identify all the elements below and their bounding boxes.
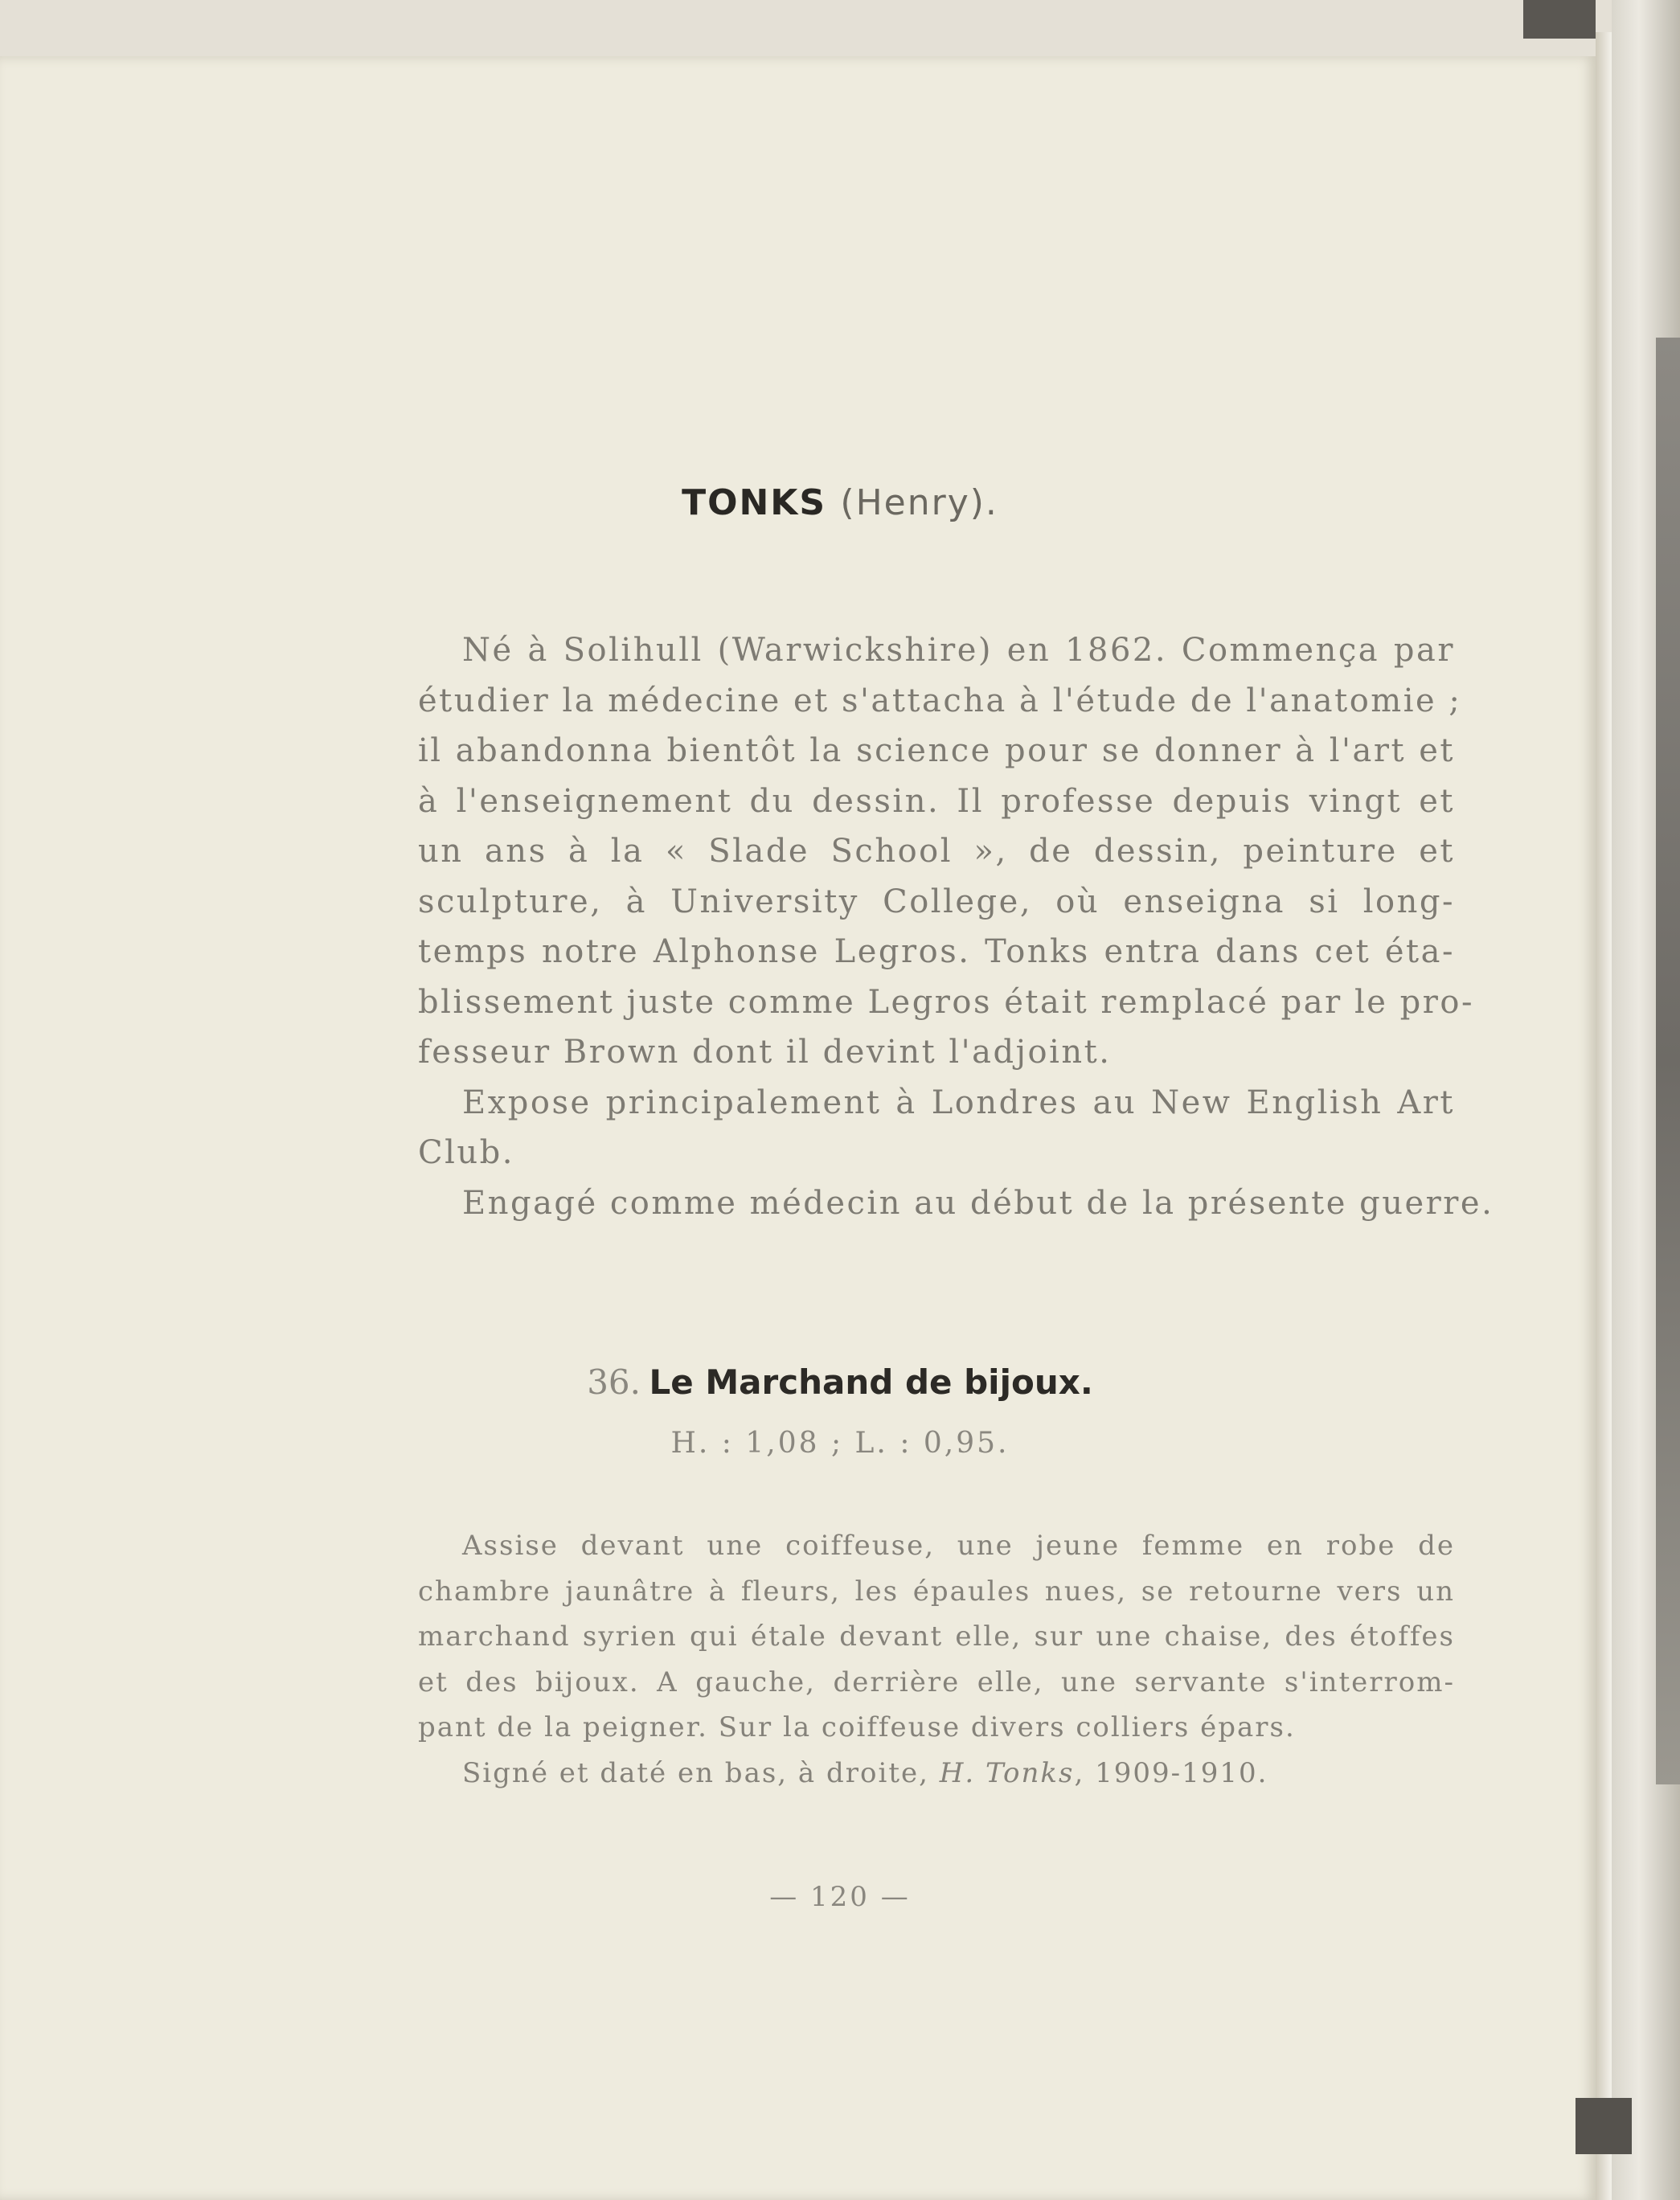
bio-line: temps notre Alphonse Legros. Tonks entra dans cet éta- bbox=[418, 933, 1455, 970]
signature-line bbox=[418, 1751, 1455, 1796]
description-line: pant de la peigner. Sur la coiffeuse divers colliers épars. bbox=[418, 1711, 1296, 1743]
photo-plate-edge bbox=[1656, 338, 1680, 1784]
artist-heading bbox=[0, 482, 1680, 523]
entry-number: 36. bbox=[587, 1362, 641, 1402]
bio-line: un ans à la « Slade School », de dessin, peinture et bbox=[418, 833, 1455, 870]
bio-line: Né à Solihull (Warwickshire) en 1862. Commença par bbox=[462, 632, 1455, 669]
bio-line: à l'enseignement du dessin. Il professe depuis vingt et bbox=[418, 782, 1455, 820]
description-line: chambre jaunâtre à fleurs, les épaules nues, se retourne vers un bbox=[418, 1575, 1455, 1608]
clamp-top bbox=[1523, 0, 1596, 39]
bio-line: blissement juste comme Legros était remplacé par le pro- bbox=[418, 983, 1474, 1021]
page-number: — 120 — bbox=[769, 1881, 911, 1913]
artwork-title: Le Marchand de bijoux. bbox=[649, 1362, 1093, 1402]
clamp-bottom bbox=[1576, 2098, 1632, 2154]
description-line: Assise devant une coiffeuse, une jeune femme en robe de bbox=[462, 1530, 1455, 1562]
artist-first-name: (Henry). bbox=[840, 482, 998, 523]
bio-line: Expose principalement à Londres au New English Art bbox=[462, 1084, 1455, 1121]
bio-line: Club. bbox=[418, 1134, 514, 1171]
bio-line: il abandonna bientôt la science pour se donner à l'art et bbox=[418, 732, 1455, 769]
next-page-edge bbox=[1612, 0, 1680, 2200]
bio-line: Engagé comme médecin au début de la présente guerre. bbox=[462, 1184, 1494, 1222]
bio-line: étudier la médecine et s'attacha à l'étude de l'anatomie ; bbox=[418, 682, 1462, 719]
description-line: marchand syrien qui étale devant elle, sur une chaise, des étoffes bbox=[418, 1620, 1455, 1653]
signature-name: H. Tonks bbox=[939, 1756, 1075, 1789]
bio-line: sculpture, à University College, où enseigna si long- bbox=[418, 883, 1455, 920]
signature-date: , 1909-1910. bbox=[1074, 1756, 1268, 1789]
signature-prefix: Signé et daté en bas, à droite, bbox=[462, 1756, 929, 1789]
artwork-description bbox=[418, 1523, 1455, 1796]
description-line: et des bijoux. A gauche, derrière elle, une servante s'interrom- bbox=[418, 1665, 1455, 1698]
artist-name: TONKS bbox=[682, 482, 827, 523]
page-edge bbox=[1596, 32, 1612, 2200]
bio-line: fesseur Brown dont il devint l'adjoint. bbox=[418, 1034, 1112, 1071]
artwork-dimensions: H. : 1,08 ; L. : 0,95. bbox=[670, 1427, 1010, 1460]
artist-biography bbox=[418, 625, 1494, 1228]
catalogue-entry-title bbox=[0, 1362, 1680, 1403]
